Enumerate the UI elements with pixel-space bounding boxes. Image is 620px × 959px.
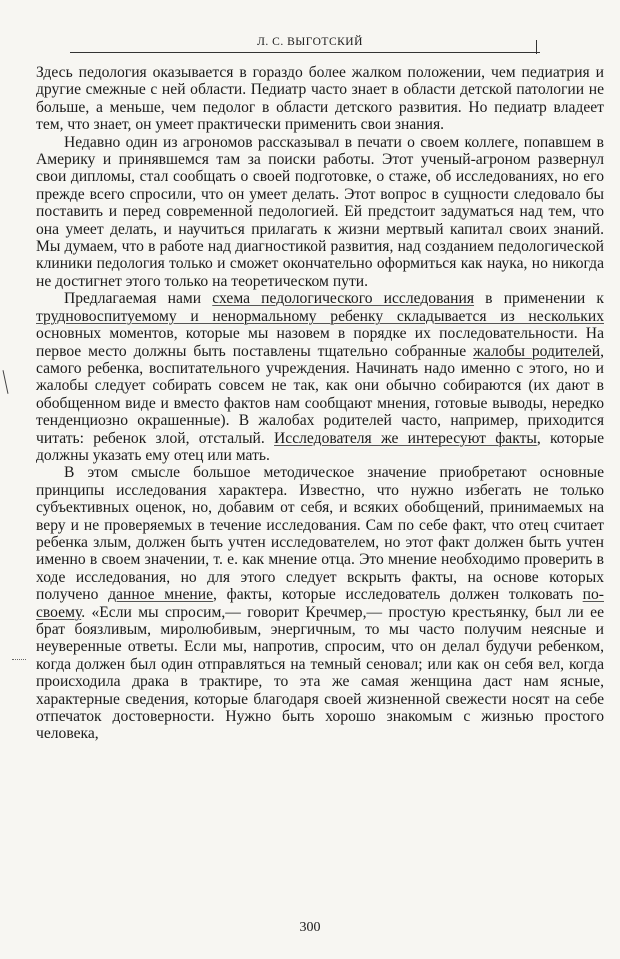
body-text bbox=[36, 64, 604, 743]
text-run: в применении к bbox=[474, 290, 604, 308]
underlined-text: данное мнение bbox=[108, 586, 214, 604]
margin-mark bbox=[12, 659, 26, 660]
paragraph bbox=[36, 464, 604, 743]
page-number: 300 bbox=[299, 920, 321, 935]
running-title: Л. С. ВЫГОТСКИЙ bbox=[257, 36, 363, 48]
margin-mark bbox=[536, 40, 537, 54]
paragraph bbox=[36, 290, 604, 464]
underlined-text: трудновоспитуемому и ненормальному ребенку складывается из нескольких bbox=[36, 307, 604, 325]
paragraph bbox=[36, 134, 604, 291]
paragraph bbox=[36, 64, 604, 134]
header-rule bbox=[70, 52, 540, 53]
text-run: , самого ребенка, воспитательного учреждения. Начинать надо именно с этого, но и жалобы следует собирать совсем не так, как они обычно собираются (их дают в обобщенном виде и вместо фактов нам сообщают мнения, готовые выводы, нередко тенденциозно окрашенные). В жалобах родителей часто, например, приходится читать: ребенок злой, отсталый. bbox=[36, 342, 604, 447]
text-run: Недавно один из агрономов рассказывал в печати о своем коллеге, попавшем в Америку и принявшемся там за поиски работы. Этот ученый-агроном развернул свои дипломы, стал сообщать о своей подготовке, о стаже, об исследованиях, но его прежде всего спросили, что он умеет делать. Этот вопрос в сущности следовало бы поставить и перед современной педологией. Ей предстоит задуматься над тем, что она умеет делать, и научиться прилагать к жизни мертвый капитал своих знаний. Мы думаем, что в работе над диагностикой развития, над созданием педологической клиники педология только и сможет окончательно оформиться как наука, но никогда не достигнет этого только на теоретическом пути. bbox=[36, 133, 604, 290]
text-run: . «Если мы спросим,— говорит Кречмер,— простую крестьянку, был ли ее брат боязливым, миролюбивым, энергичным, то мы часто получим неясные и неуверенные ответы. Если мы, напротив, спросим, что он делал будучи ребенком, когда должен был один отправляться на темный сеновал; или как он себя вел, когда происходила драка в трактире, то эта же самая женщина даст нам ясные, характерные сведения, которые благодаря своей жизненной свежести носят на себе отпечаток достоверности. Нужно быть хорошо знакомым с жизнью простого человека, bbox=[36, 603, 604, 743]
margin-mark bbox=[3, 370, 9, 394]
text-run: В этом смысле большое методическое значение приобретают основные принципы исследования характера. Известно, что нужно избегать не только субъективных оценок, но, добавим от себя, и всяких обобщений, принимаемых на веру и не проверяемых в течение исследования. Сам по себе факт, что отец считает ребенка злым, должен быть учтен исследователем, но этот факт должен быть учтен именно в своем значении, т. е. как мнение отца. Это мнение необходимо проверить в ходе исследования, но для этого следует вскрыть факты, на основе которых получено bbox=[36, 464, 604, 604]
text-run: основных моментов, которые мы назовем в порядке их последовательности. На первое место должны быть поставлены тщательно собранные bbox=[36, 325, 604, 360]
underlined-text: схема педологического исследования bbox=[212, 290, 475, 308]
text-run: Здесь педология оказывается в гораздо более жалком положении, чем педиатрия и другие смежные с ней области. Педиатр часто знает в области детской патологии не больше, а меньше, чем педолог в области детского развития. Но педиатр владеет тем, что знает, он умеет практически применить свои знания. bbox=[36, 64, 604, 134]
underlined-text: по-своему bbox=[36, 586, 604, 621]
text-run: Предлагаемая нами bbox=[64, 290, 213, 308]
text-run: , факты, которые исследователь должен толковать bbox=[213, 586, 583, 604]
underlined-text: Исследователя же интересуют факты bbox=[274, 429, 537, 447]
text-run: , которые должны указать ему отец или мать. bbox=[36, 429, 604, 464]
underlined-text: жалобы родителей bbox=[473, 342, 601, 360]
